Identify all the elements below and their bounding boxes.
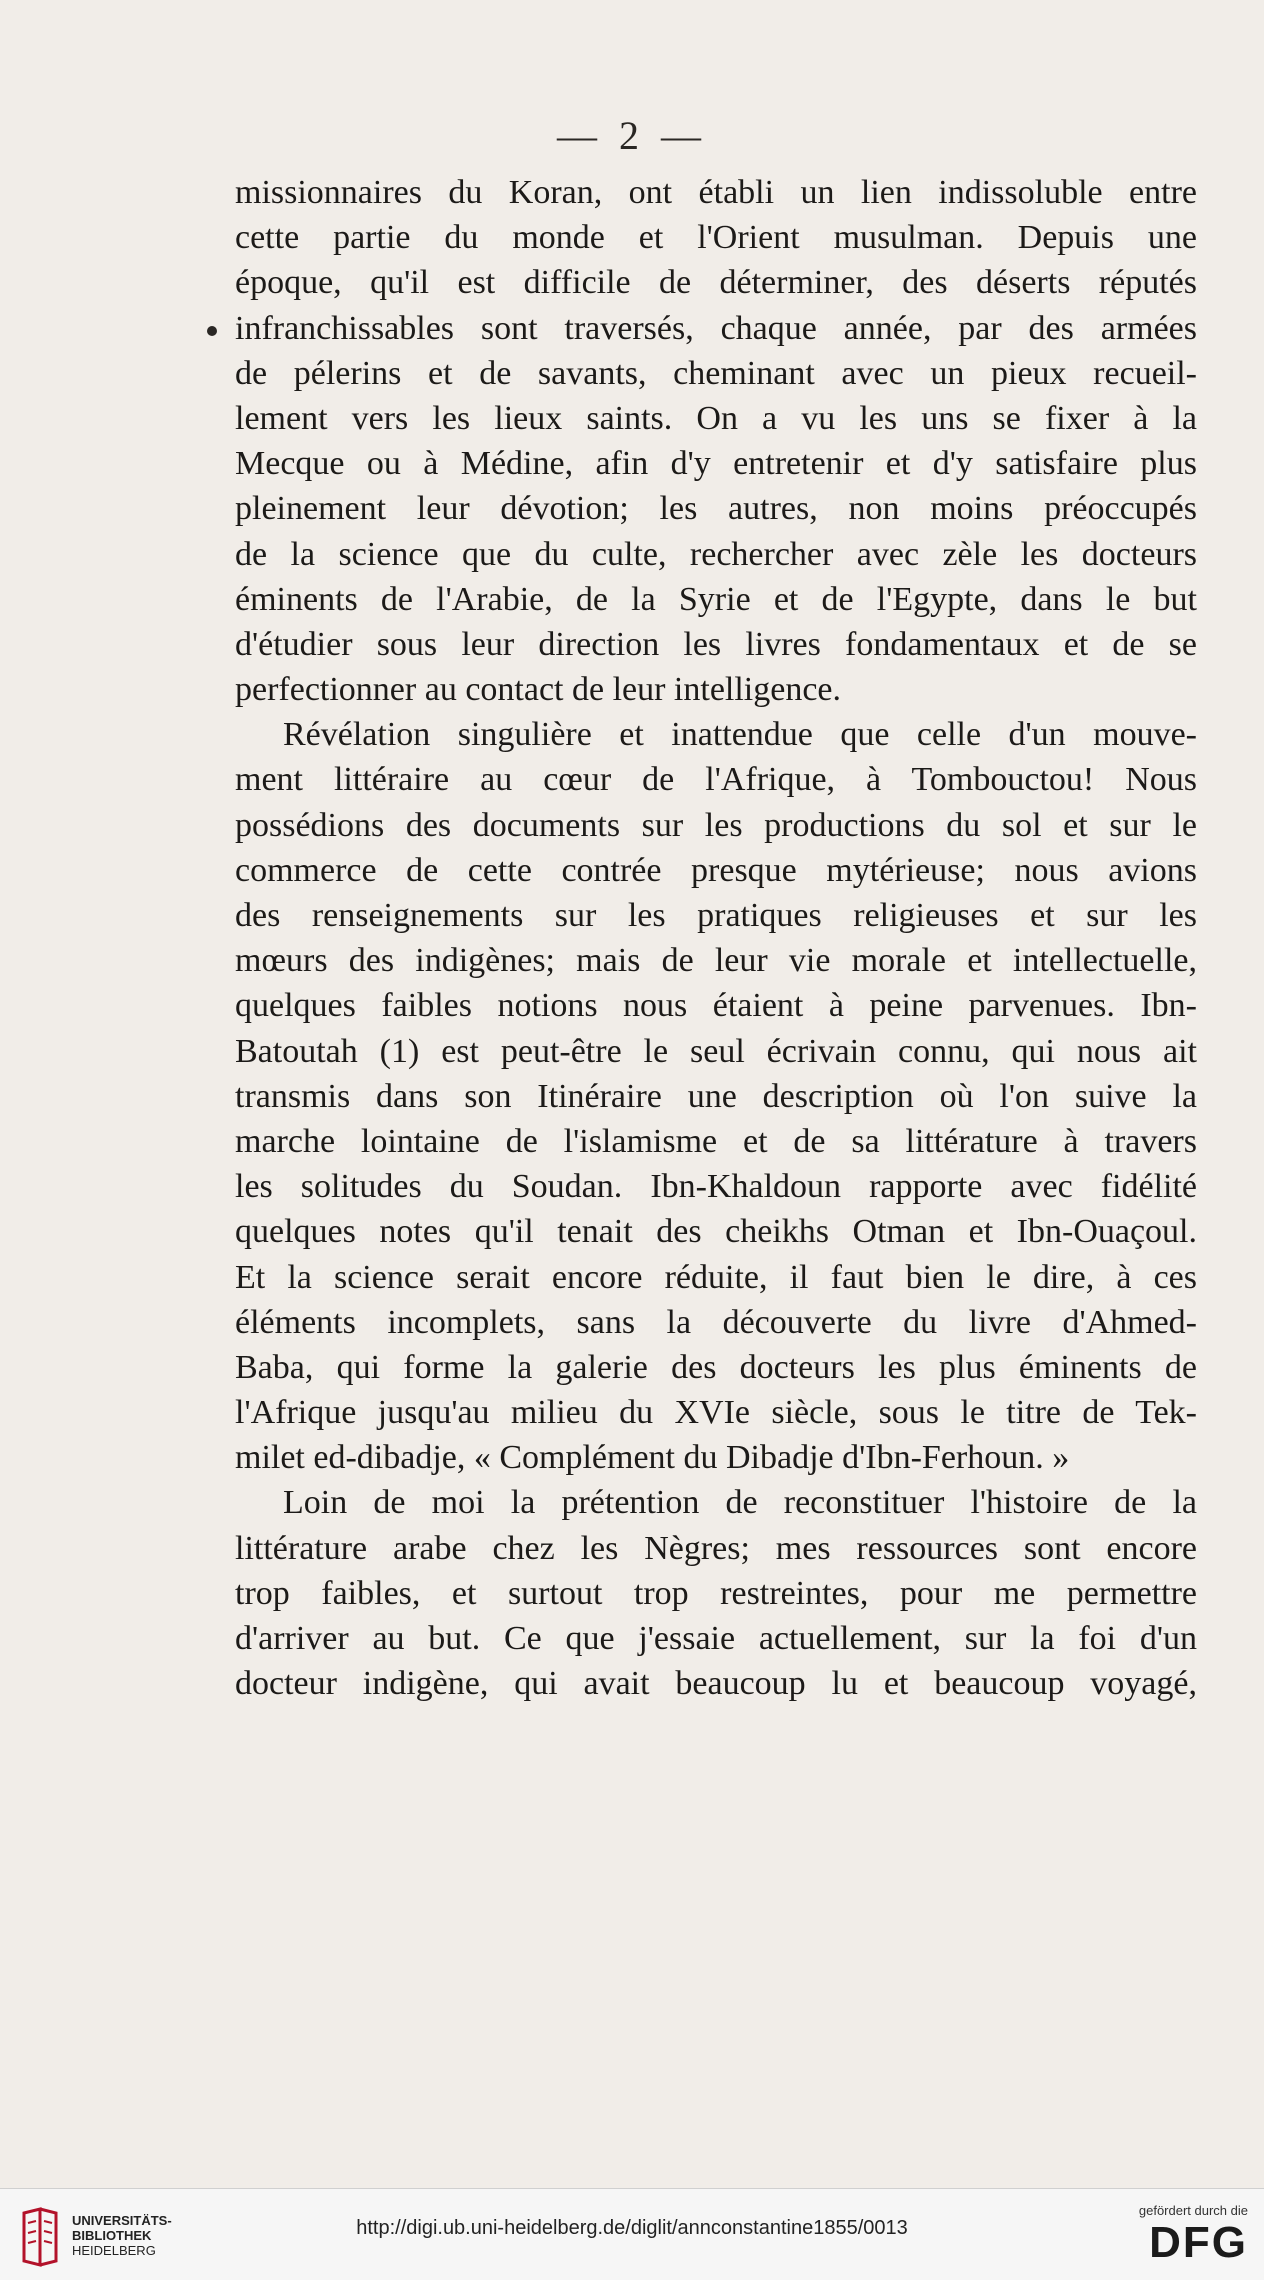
text-line: mœurs des indigènes; mais de leur vie morale et intellectuelle, [235, 942, 1197, 980]
institution-line: HEIDELBERG [72, 2243, 156, 2258]
text-line: missionnaires du Koran, ont établi un lien indissoluble entre [235, 174, 1197, 211]
text-line: possédions des documents sur les productions du sol et sur le [235, 806, 1197, 844]
text-line: marche lointaine de l'islamisme et de sa littérature à travers [235, 1122, 1197, 1160]
text-line: éminents de l'Arabie, de la Syrie et de l'Egypte, dans le but [235, 580, 1197, 618]
text-line: trop faibles, et surtout trop restreintes, pour me permettre [235, 1574, 1197, 1612]
text-line: de la science que du culte, rechercher avec zèle les docteurs [235, 535, 1197, 573]
text-line: l'Afrique jusqu'au milieu du XVIe siècle, sous le titre de Tek- [235, 1394, 1197, 1432]
text-line: docteur indigène, qui avait beaucoup lu et beaucoup voyagé, [235, 1665, 1197, 1703]
text-line: d'étudier sous leur direction les livres fondamentaux et de se [235, 625, 1197, 663]
text-line: transmis dans son Itinéraire une description où l'on suive la [235, 1077, 1197, 1115]
margin-mark [207, 326, 217, 336]
text-line: pleinement leur dévotion; les autres, non moins préoccupés [235, 490, 1197, 528]
text-line: les solitudes du Soudan. Ibn-Khaldoun rapporte avec fidélité [235, 1168, 1197, 1206]
funder-block [1118, 2203, 1248, 2268]
text-line: Et la science serait encore réduite, il faut bien le dire, à ces [235, 1258, 1197, 1296]
page-number: — 2 — [557, 113, 707, 158]
text-line: Batoutah (1) est peut-être le seul écrivain connu, qui nous ait [235, 1032, 1197, 1070]
text-line: époque, qu'il est difficile de déterminer, des déserts réputés [235, 264, 1197, 302]
text-line: perfectionner au contact de leur intelligence. [235, 671, 842, 709]
text-line: littérature arabe chez les Nègres; mes ressources sont encore [235, 1529, 1197, 1567]
body-text [235, 170, 1197, 1706]
text-line: lement vers les lieux saints. On a vu les uns se fixer à la [235, 399, 1197, 437]
text-line: Baba, qui forme la galerie des docteurs les plus éminents de [235, 1348, 1197, 1386]
institution-line: BIBLIOTHEK [72, 2228, 152, 2243]
text-line: cette partie du monde et l'Orient musulman. Depuis une [235, 219, 1197, 257]
document-url-link[interactable]: http://digi.ub.uni-heidelberg.de/diglit/annconstantine1855/0013 [356, 2217, 908, 2239]
text-line: ment littéraire au cœur de l'Afrique, à Tombouctou! Nous [235, 761, 1197, 799]
text-line: de pélerins et de savants, cheminant avec un pieux recueil- [235, 354, 1197, 392]
text-line: quelques notes qu'il tenait des cheikhs Otman et Ibn-Ouaçoul. [235, 1213, 1197, 1251]
text-line: Loin de moi la prétention de reconstituer l'histoire de la [283, 1484, 1197, 1522]
text-line: milet ed-dibadje, « Complément du Dibadje d'Ibn-Ferhoun. » [235, 1439, 1070, 1477]
text-line: quelques faibles notions nous étaient à peine parvenues. Ibn- [235, 987, 1197, 1025]
viewer-footer [0, 2188, 1264, 2280]
text-line: infranchissables sont traversés, chaque année, par des armées [235, 309, 1197, 347]
text-line: éléments incomplets, sans la découverte du livre d'Ahmed- [235, 1303, 1197, 1341]
text-line: d'arriver au but. Ce que j'essaie actuellement, sur la foi d'un [235, 1620, 1197, 1657]
text-line: des renseignements sur les pratiques religieuses et sur les [235, 897, 1197, 934]
text-line: Mecque ou à Médine, afin d'y entretenir et d'y satisfaire plus [235, 445, 1197, 483]
dfg-logo-icon[interactable]: DFG [1149, 2218, 1248, 2267]
institution-line: UNIVERSITÄTS- [72, 2213, 172, 2228]
text-line: commerce de cette contrée presque mytérieuse; nous avions [235, 851, 1197, 889]
funding-caption: gefördert durch die [1138, 2203, 1248, 2218]
text-line: Révélation singulière et inattendue que celle d'un mouve- [283, 716, 1197, 754]
